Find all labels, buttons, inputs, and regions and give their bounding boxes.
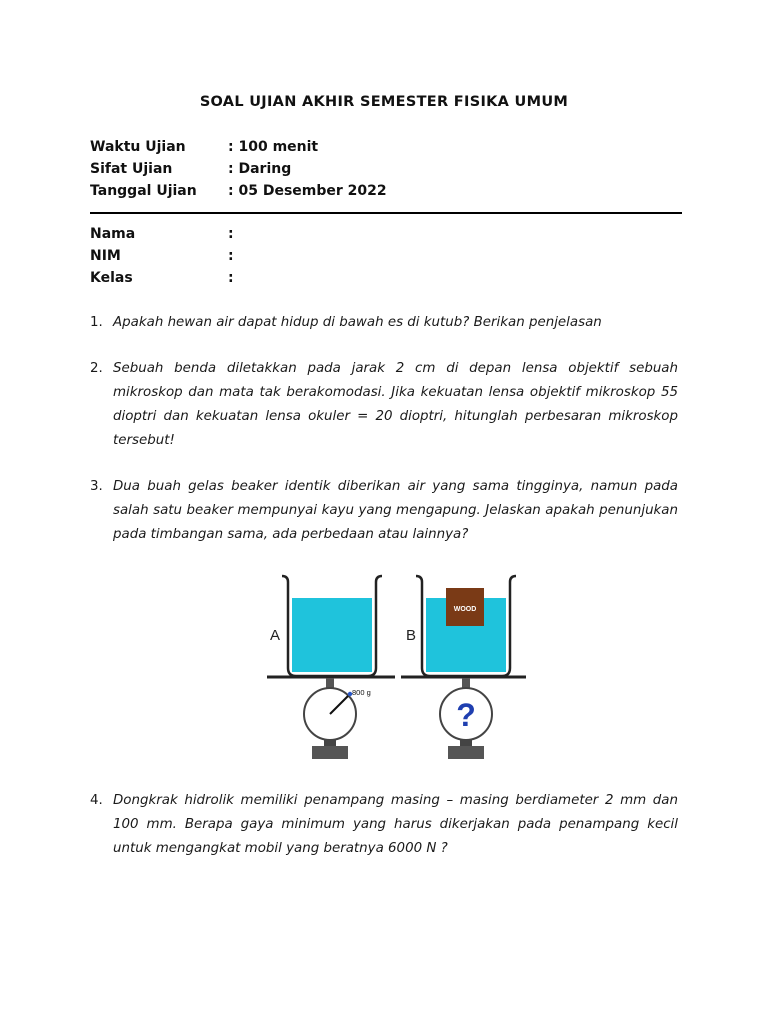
student-label: NIM <box>90 248 121 264</box>
question-number: 1. <box>90 315 103 330</box>
question-number: 4. <box>90 793 103 808</box>
wood-label: WOOD <box>453 606 477 613</box>
beaker-b <box>401 576 526 759</box>
question-3 <box>90 475 678 547</box>
scale-b-stem <box>462 678 470 688</box>
info-row-waktu <box>90 136 387 158</box>
student-row-nama <box>90 223 234 245</box>
student-row-nim <box>90 245 234 267</box>
student-row-kelas <box>90 267 234 289</box>
question-4 <box>90 789 678 861</box>
info-value: : 100 menit <box>228 139 319 155</box>
water-a <box>292 598 372 672</box>
scale-b-neck <box>460 740 472 746</box>
scale-a-neck <box>324 740 336 746</box>
question-text: Apakah hewan air dapat hidup di bawah es di kutub? Berikan penjelasan <box>113 315 602 330</box>
student-value: : <box>228 248 234 264</box>
info-row-sifat <box>90 158 387 180</box>
scale-a-reading: 800 g <box>352 688 371 697</box>
question-number: 2. <box>90 361 103 376</box>
student-value: : <box>228 270 234 286</box>
question-text: Dongkrak hidrolik memiliki penampang masing – masing berdiameter 2 mm dan 100 mm. Berapa gaya minimum yang harus dikerjakan pada penampang kecil untuk mengangkat mobil yang beratnya 6000 N ? <box>113 793 678 856</box>
scale-a-base <box>312 746 348 759</box>
info-label: Tanggal Ujian <box>90 183 197 199</box>
info-value: : Daring <box>228 161 292 177</box>
student-info <box>90 223 234 289</box>
info-label: Sifat Ujian <box>90 161 173 177</box>
scale-a-stem <box>326 678 334 688</box>
scale-b-reading: ? <box>456 697 476 733</box>
scale-b-base <box>448 746 484 759</box>
label-b: B <box>406 627 417 644</box>
label-a: A <box>270 627 281 644</box>
beaker-a <box>267 576 395 759</box>
info-row-tanggal <box>90 180 387 202</box>
student-value: : <box>228 226 234 242</box>
info-value: : 05 Desember 2022 <box>228 183 387 199</box>
exam-title: SOAL UJIAN AKHIR SEMESTER FISIKA UMUM <box>199 94 569 110</box>
question-number: 3. <box>90 479 103 494</box>
question-text: Sebuah benda diletakkan pada jarak 2 cm di depan lensa objektif sebuah mikroskop dan mata tak berakomodasi. Jika kekuatan lensa objektif mikroskop 55 dioptri dan kekuatan lensa okuler = 20 dioptri, hitunglah perbesaran mikroskop tersebut! <box>113 361 678 448</box>
divider-line <box>90 212 682 214</box>
question-text: Dua buah gelas beaker identik diberikan air yang sama tingginya, namun pada salah satu beaker mempunyai kayu yang mengapung. Jelaskan apakah penunjukan pada timbangan sama, ada perbedaan atau lainnya? <box>113 479 678 542</box>
student-label: Kelas <box>90 270 133 286</box>
beaker-scale-figure <box>260 568 530 768</box>
info-label: Waktu Ujian <box>90 139 186 155</box>
question-1 <box>90 311 678 335</box>
student-label: Nama <box>90 226 136 242</box>
exam-info <box>90 136 387 202</box>
question-2 <box>90 357 678 453</box>
